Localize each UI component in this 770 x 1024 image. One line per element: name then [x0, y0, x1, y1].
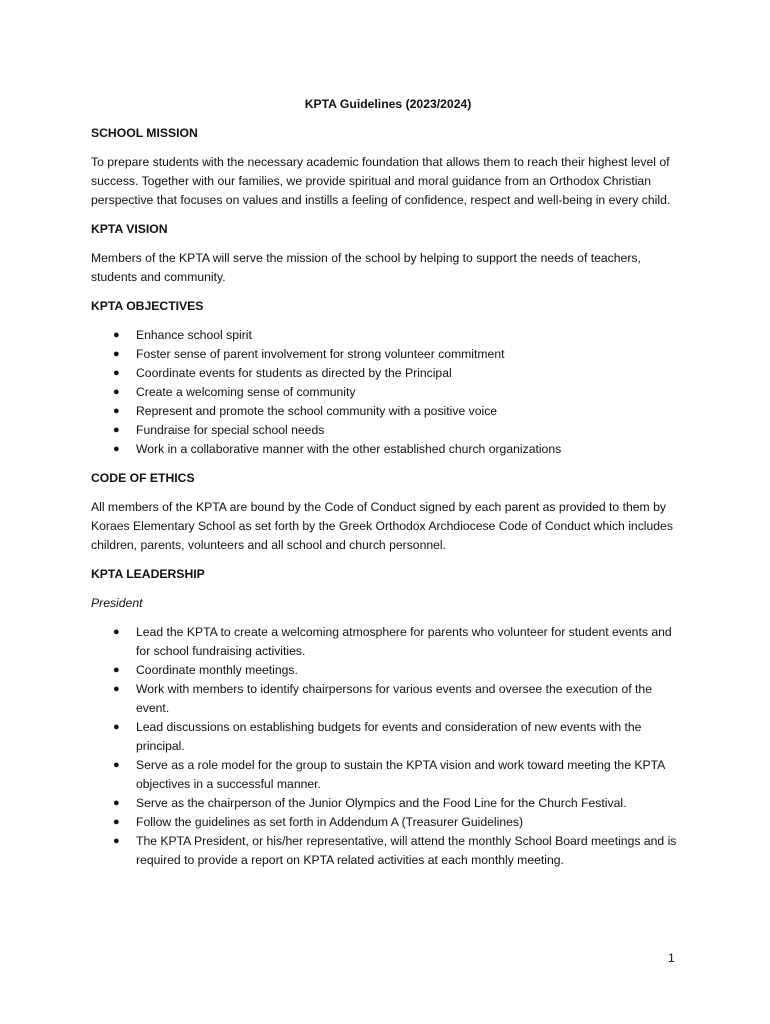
vision-text: Members of the KPTA will serve the mission of the school by helping to support the needs of teachers, students and community.	[91, 251, 641, 284]
list-item	[91, 623, 685, 661]
list-item	[91, 756, 685, 794]
list-item	[91, 718, 685, 756]
bullet-icon: ●	[113, 816, 120, 828]
list-item-text: Lead discussions on establishing budgets for events and consideration of new events with the principal.	[136, 720, 642, 753]
bullet-icon: ●	[113, 683, 120, 695]
bullet-icon: ●	[113, 443, 120, 455]
list-item-text: Work in a collaborative manner with the other established church organizations	[136, 442, 562, 456]
bullet-icon: ●	[113, 386, 120, 398]
leadership-heading: KPTA LEADERSHIP	[91, 567, 205, 581]
bullet-icon: ●	[113, 626, 120, 638]
list-item-text: Work with members to identify chairpersons for various events and oversee the execution of the event.	[136, 682, 652, 715]
mission-heading: SCHOOL MISSION	[91, 126, 198, 140]
president-subheading: President	[91, 596, 143, 610]
list-item-text: Represent and promote the school community with a positive voice	[136, 404, 498, 418]
ethics-text: All members of the KPTA are bound by the Code of Conduct signed by each parent as provided to them by Koraes Elementary School as set forth by the Greek Orthodox Archdiocese Code of Conduct which includes children, parents, volunteers and all school and church personnel.	[91, 500, 673, 552]
objectives-list	[91, 326, 685, 459]
vision-heading: KPTA VISION	[91, 222, 168, 236]
list-item-text: Enhance school spirit	[136, 328, 252, 342]
bullet-icon: ●	[113, 835, 120, 847]
bullet-icon: ●	[113, 367, 120, 379]
list-item-text: Foster sense of parent involvement for strong volunteer commitment	[136, 347, 505, 361]
list-item	[91, 421, 685, 440]
list-item	[91, 402, 685, 421]
list-item	[91, 813, 685, 832]
list-item	[91, 832, 685, 870]
list-item-text: Lead the KPTA to create a welcoming atmosphere for parents who volunteer for student events and for school fundraising activities.	[136, 625, 672, 658]
list-item	[91, 661, 685, 680]
bullet-icon: ●	[113, 759, 120, 771]
document-body	[91, 95, 685, 880]
bullet-icon: ●	[113, 797, 120, 809]
list-item	[91, 345, 685, 364]
list-item	[91, 364, 685, 383]
list-item-text: Follow the guidelines as set forth in Addendum A (Treasurer Guidelines)	[136, 815, 524, 829]
bullet-icon: ●	[113, 424, 120, 436]
mission-text: To prepare students with the necessary academic foundation that allows them to reach their highest level of success. Together with our families, we provide spiritual and moral guidance from an Orthodox Christian perspective that focuses on values and instills a feeling of confidence, respect and well-being in every child.	[91, 155, 671, 207]
list-item-text: Fundraise for special school needs	[136, 423, 325, 437]
list-item	[91, 680, 685, 718]
list-item-text: Coordinate monthly meetings.	[136, 663, 298, 677]
objectives-heading: KPTA OBJECTIVES	[91, 299, 204, 313]
page-number: 1	[668, 951, 675, 965]
bullet-icon: ●	[113, 405, 120, 417]
bullet-icon: ●	[113, 329, 120, 341]
list-item-text: Serve as a role model for the group to sustain the KPTA vision and work toward meeting the KPTA objectives in a successful manner.	[136, 758, 665, 791]
list-item-text: The KPTA President, or his/her representative, will attend the monthly School Board meetings and is required to provide a report on KPTA related activities at each monthly meeting.	[136, 834, 677, 867]
document-title: KPTA Guidelines (2023/2024)	[304, 97, 472, 111]
bullet-icon: ●	[113, 721, 120, 733]
list-item-text: Coordinate events for students as directed by the Principal	[136, 366, 452, 380]
list-item-text: Create a welcoming sense of community	[136, 385, 356, 399]
list-item-text: Serve as the chairperson of the Junior Olympics and the Food Line for the Church Festival.	[136, 796, 627, 810]
list-item	[91, 440, 685, 459]
list-item	[91, 326, 685, 345]
list-item	[91, 383, 685, 402]
ethics-heading: CODE OF ETHICS	[91, 471, 195, 485]
list-item	[91, 794, 685, 813]
bullet-icon: ●	[113, 664, 120, 676]
bullet-icon: ●	[113, 348, 120, 360]
president-duties-list	[91, 623, 685, 870]
